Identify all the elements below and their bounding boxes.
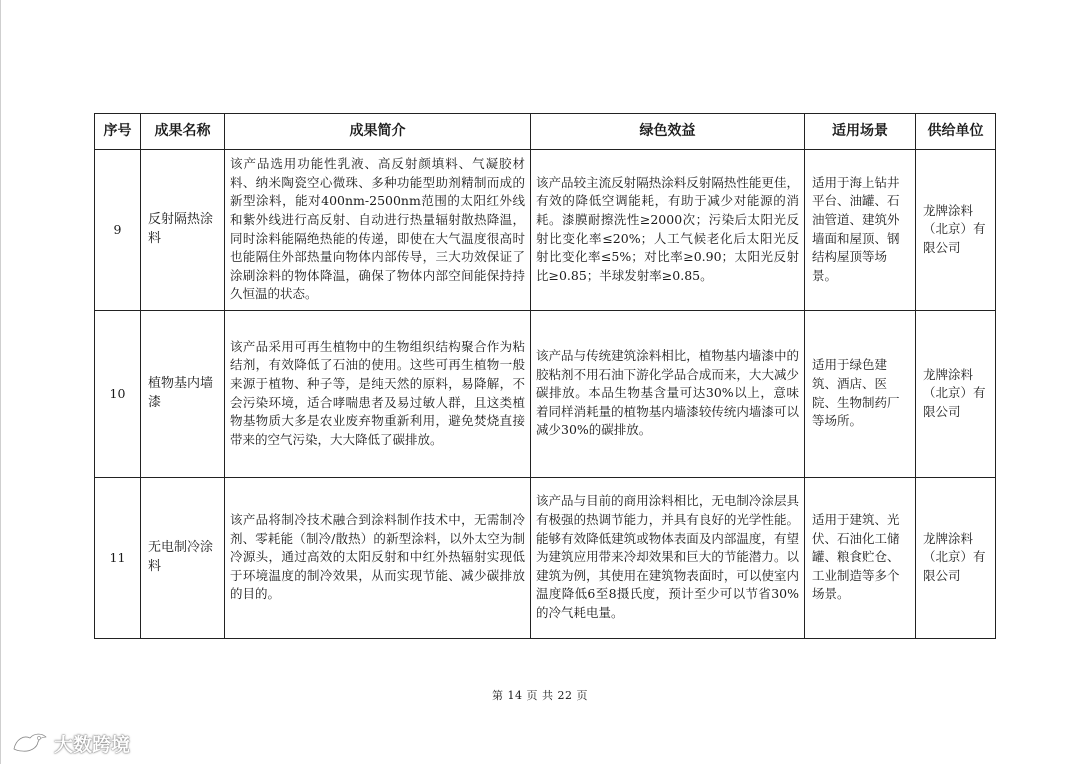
results-table xyxy=(94,113,996,639)
result-name: 植物基内墙漆 xyxy=(141,311,225,478)
page-footer: 第 14 页 共 22 页 xyxy=(492,689,588,702)
header-supplier: 供给单位 xyxy=(916,114,996,150)
table-row xyxy=(95,311,996,478)
result-name: 反射隔热涂料 xyxy=(141,150,225,311)
result-intro: 该产品选用功能性乳液、高反射颜填料、气凝胶材料、纳米陶瓷空心微珠、多种功能型助剂精制而成的新型涂料，能对400nm-2500nm范围的太阳红外线和紫外线进行高反射、自动进行热量辐射散热降温，同时涂料能隔绝热能的传递，即使在大气温度很高时也能隔住外部热量向物体内部传导，三大功效保证了涂刷涂料的物体降温，确保了物体内部空间能保持持久恒温的状态。 xyxy=(225,150,531,311)
green-benefit: 该产品较主流反射隔热涂料反射隔热性能更佳，有效的降低空调能耗，有助于减少对能源的消耗。漆膜耐擦洗性≥2000次；污染后太阳光反射比变化率≤20%；人工气候老化后太阳光反射比变化率≤5%；对比率≥0.90；太阳光反射比≥0.85；半球发射率≥0.85。 xyxy=(531,150,805,311)
supplier: 龙牌涂料（北京）有限公司 xyxy=(916,150,996,311)
application-scene: 适用于建筑、光伏、石油化工储罐、粮食贮仓、工业制造等多个场景。 xyxy=(805,478,916,639)
application-scene: 适用于绿色建筑、酒店、医院、生物制药厂等场所。 xyxy=(805,311,916,478)
green-benefit: 该产品与目前的商用涂料相比，无电制冷涂层具有极强的热调节能力，并具有良好的光学性能。能够有效降低建筑或物体表面及内部温度，有望为建筑应用带来冷却效果和巨大的节能潜力。以建筑为例，其使用在建筑物表面时，可以使室内温度降低6至8摄氏度，预计至少可以节省30%的冷气耗电量。 xyxy=(531,478,805,639)
result-name: 无电制冷涂料 xyxy=(141,478,225,639)
header-num: 序号 xyxy=(95,114,141,150)
bird-logo-icon xyxy=(10,729,50,757)
watermark xyxy=(10,729,130,757)
row-number: 10 xyxy=(95,311,141,478)
header-scene: 适用场景 xyxy=(805,114,916,150)
header-intro: 成果简介 xyxy=(225,114,531,150)
row-number: 11 xyxy=(95,478,141,639)
application-scene: 适用于海上钻井平台、油罐、石油管道、建筑外墙面和屋顶、钢结构屋顶等场景。 xyxy=(805,150,916,311)
table-row xyxy=(95,478,996,639)
result-intro: 该产品采用可再生植物中的生物组织结构聚合作为粘结剂，有效降低了石油的使用。这些可再生植物一般来源于植物、种子等，是纯天然的原料，易降解，不会污染环境，适合哮喘患者及易过敏人群，且这类植物基物质大多是农业废弃物重新利用，避免焚烧直接带来的空气污染，大大降低了碳排放。 xyxy=(225,311,531,478)
supplier: 龙牌涂料（北京）有限公司 xyxy=(916,478,996,639)
header-benefit: 绿色效益 xyxy=(531,114,805,150)
supplier: 龙牌涂料（北京）有限公司 xyxy=(916,311,996,478)
header-name: 成果名称 xyxy=(141,114,225,150)
table-header-row xyxy=(95,114,996,150)
row-number: 9 xyxy=(95,150,141,311)
green-benefit: 该产品与传统建筑涂料相比，植物基内墙漆中的胶粘剂不用石油下游化学品合成而来，大大减少碳排放。本品生物基含量可达30%以上，意味着同样消耗量的植物基内墙漆较传统内墙漆可以减少30%的碳排放。 xyxy=(531,311,805,478)
table-row xyxy=(95,150,996,311)
watermark-text: 大数跨境 xyxy=(54,733,131,756)
page-edge xyxy=(0,0,1,764)
result-intro: 该产品将制冷技术融合到涂料制作技术中，无需制冷剂、零耗能（制冷/散热）的新型涂料，以外太空为制冷源头，通过高效的太阳反射和中红外热辐射实现低于环境温度的制冷效果，从而实现节能、减少碳排放的目的。 xyxy=(225,478,531,639)
